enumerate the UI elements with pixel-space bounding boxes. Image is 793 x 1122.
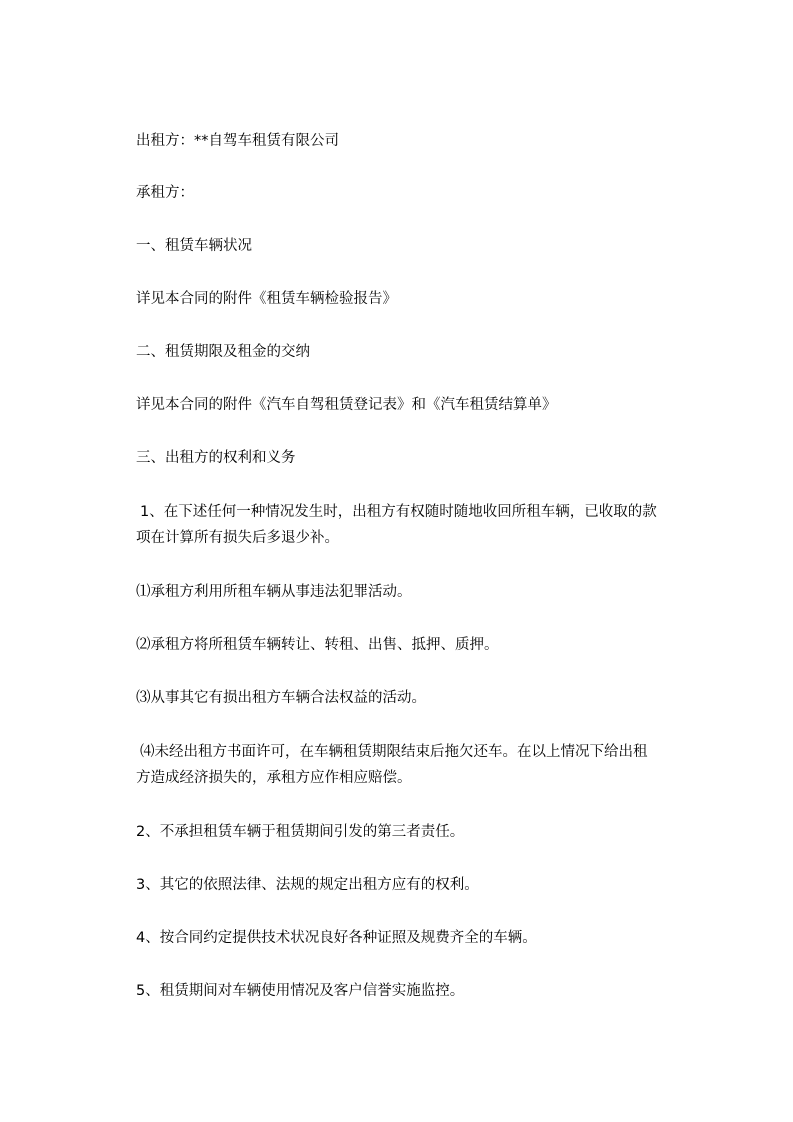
section-3-heading: 三、出租方的权利和义务 <box>136 450 296 466</box>
item-1-line-1: 1、在下述任何一种情况发生时，出租方有权随时随地收回所租车辆，已收取的款 <box>140 504 657 520</box>
item-1-paragraph <box>136 499 756 551</box>
lessor-line: 出租方：**自驾车租赁有限公司 <box>136 133 339 149</box>
item-1-sub-1: ⑴承租方利用所租车辆从事违法犯罪活动。 <box>136 584 412 600</box>
item-4: 4、按合同约定提供技术状况良好各种证照及规费齐全的车辆。 <box>136 930 537 946</box>
item-5: 5、租赁期间对车辆使用情况及客户信誉实施监控。 <box>136 983 465 999</box>
item-1-sub-2: ⑵承租方将所租赁车辆转让、转租、出售、抵押、质押。 <box>136 637 499 653</box>
section-2-heading: 二、租赁期限及租金的交纳 <box>136 344 310 360</box>
section-2-text: 详见本合同的附件《汽车自驾租赁登记表》和《汽车租赁结算单》 <box>136 397 557 413</box>
section-1-heading: 一、租赁车辆状况 <box>136 238 252 254</box>
item-1-line-2: 项在计算所有损失后多退少补。 <box>136 530 339 546</box>
item-1-sub-3: ⑶从事其它有损出租方车辆合法权益的活动。 <box>136 690 426 706</box>
item-2: 2、不承担租赁车辆于租赁期间引发的第三者责任。 <box>136 824 465 840</box>
lessee-line: 承租方： <box>136 185 194 201</box>
section-1-text: 详见本合同的附件《租赁车辆检验报告》 <box>136 291 397 307</box>
item-1-sub-4-paragraph <box>136 739 756 791</box>
item-3: 3、其它的依照法律、法规的规定出租方应有的权利。 <box>136 877 479 893</box>
item-1-sub-4-line-2: 方造成经济损失的，承租方应作相应赔偿。 <box>136 770 412 786</box>
item-1-sub-4-line-1: ⑷未经出租方书面许可，在车辆租赁期限结束后拖欠还车。在以上情况下给出租 <box>140 744 648 760</box>
